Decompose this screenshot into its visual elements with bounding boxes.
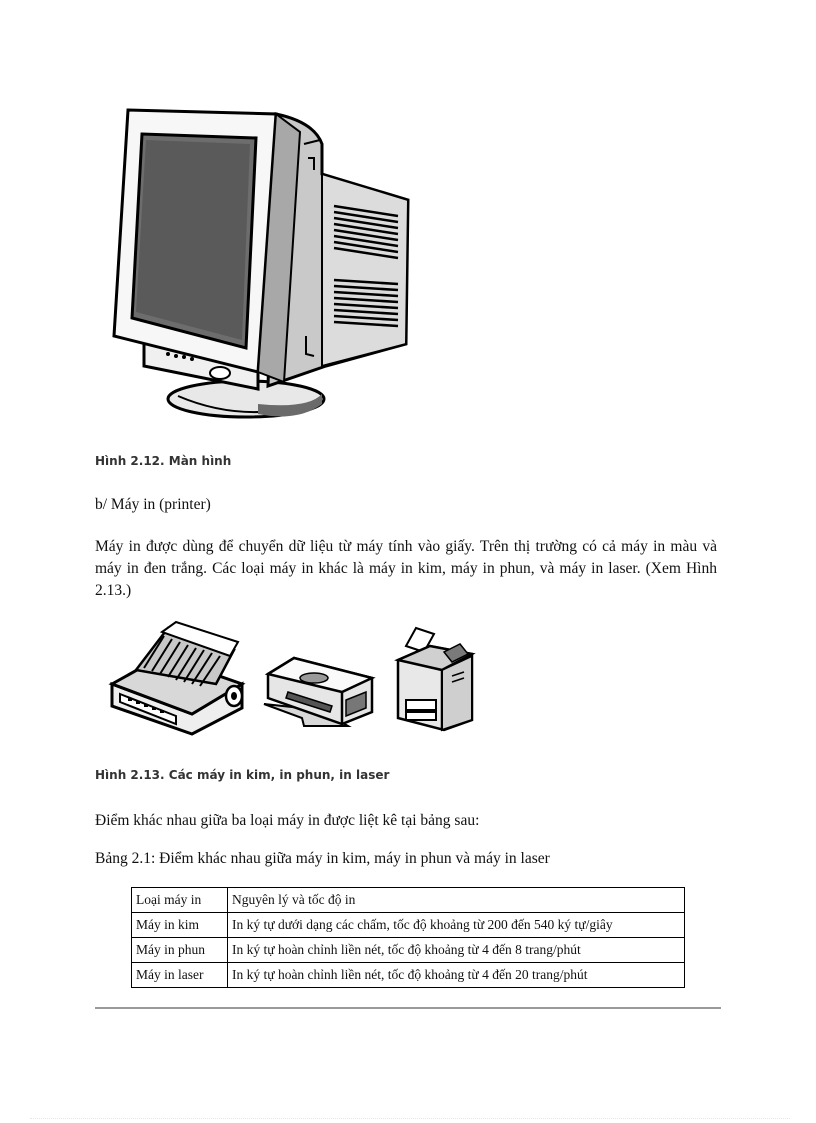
figure-caption-monitor: Hình 2.12. Màn hình [95,454,232,468]
crt-monitor-illustration [108,104,414,424]
table-row [132,913,685,938]
table-cell: Máy in phun [132,938,228,963]
table-header-cell: Loại máy in [132,888,228,913]
section-paragraph: Máy in được dùng để chuyển dữ liệu từ máy tính vào giấy. Trên thị trường có cả máy in màu và máy in đen trắng. Các loại máy in khác là máy in kim, máy in phun, và máy in laser. (Xem Hình 2.13.) [95,538,717,599]
table-intro: Điểm khác nhau giữa ba loại máy in được liệt kê tại bảng sau: [95,812,480,829]
table-cell: Máy in laser [132,963,228,988]
dot-matrix-printer-illustration [106,620,248,736]
table-row [132,938,685,963]
page-divider [95,1007,721,1009]
laser-printer-illustration [394,624,476,732]
table-cell: In ký tự dưới dạng các chấm, tốc độ khoảng từ 200 đến 540 ký tự/giây [228,913,685,938]
table-header-row [132,888,685,913]
table-header-cell: Nguyên lý và tốc độ in [228,888,685,913]
inkjet-printer-illustration [262,652,376,728]
table-cell: In ký tự hoàn chỉnh liền nét, tốc độ khoảng từ 4 đến 8 trang/phút [228,938,685,963]
table-title: Bảng 2.1: Điểm khác nhau giữa máy in kim, máy in phun và máy in laser [95,850,550,867]
table-cell: Máy in kim [132,913,228,938]
printer-comparison-table [131,887,685,988]
section-heading: b/ Máy in (printer) [95,496,211,513]
table-cell: In ký tự hoàn chỉnh liền nét, tốc độ khoảng từ 4 đến 20 trang/phút [228,963,685,988]
page-bottom-border [30,1118,790,1119]
figure-caption-printers: Hình 2.13. Các máy in kim, in phun, in laser [95,768,390,782]
table-row [132,963,685,988]
